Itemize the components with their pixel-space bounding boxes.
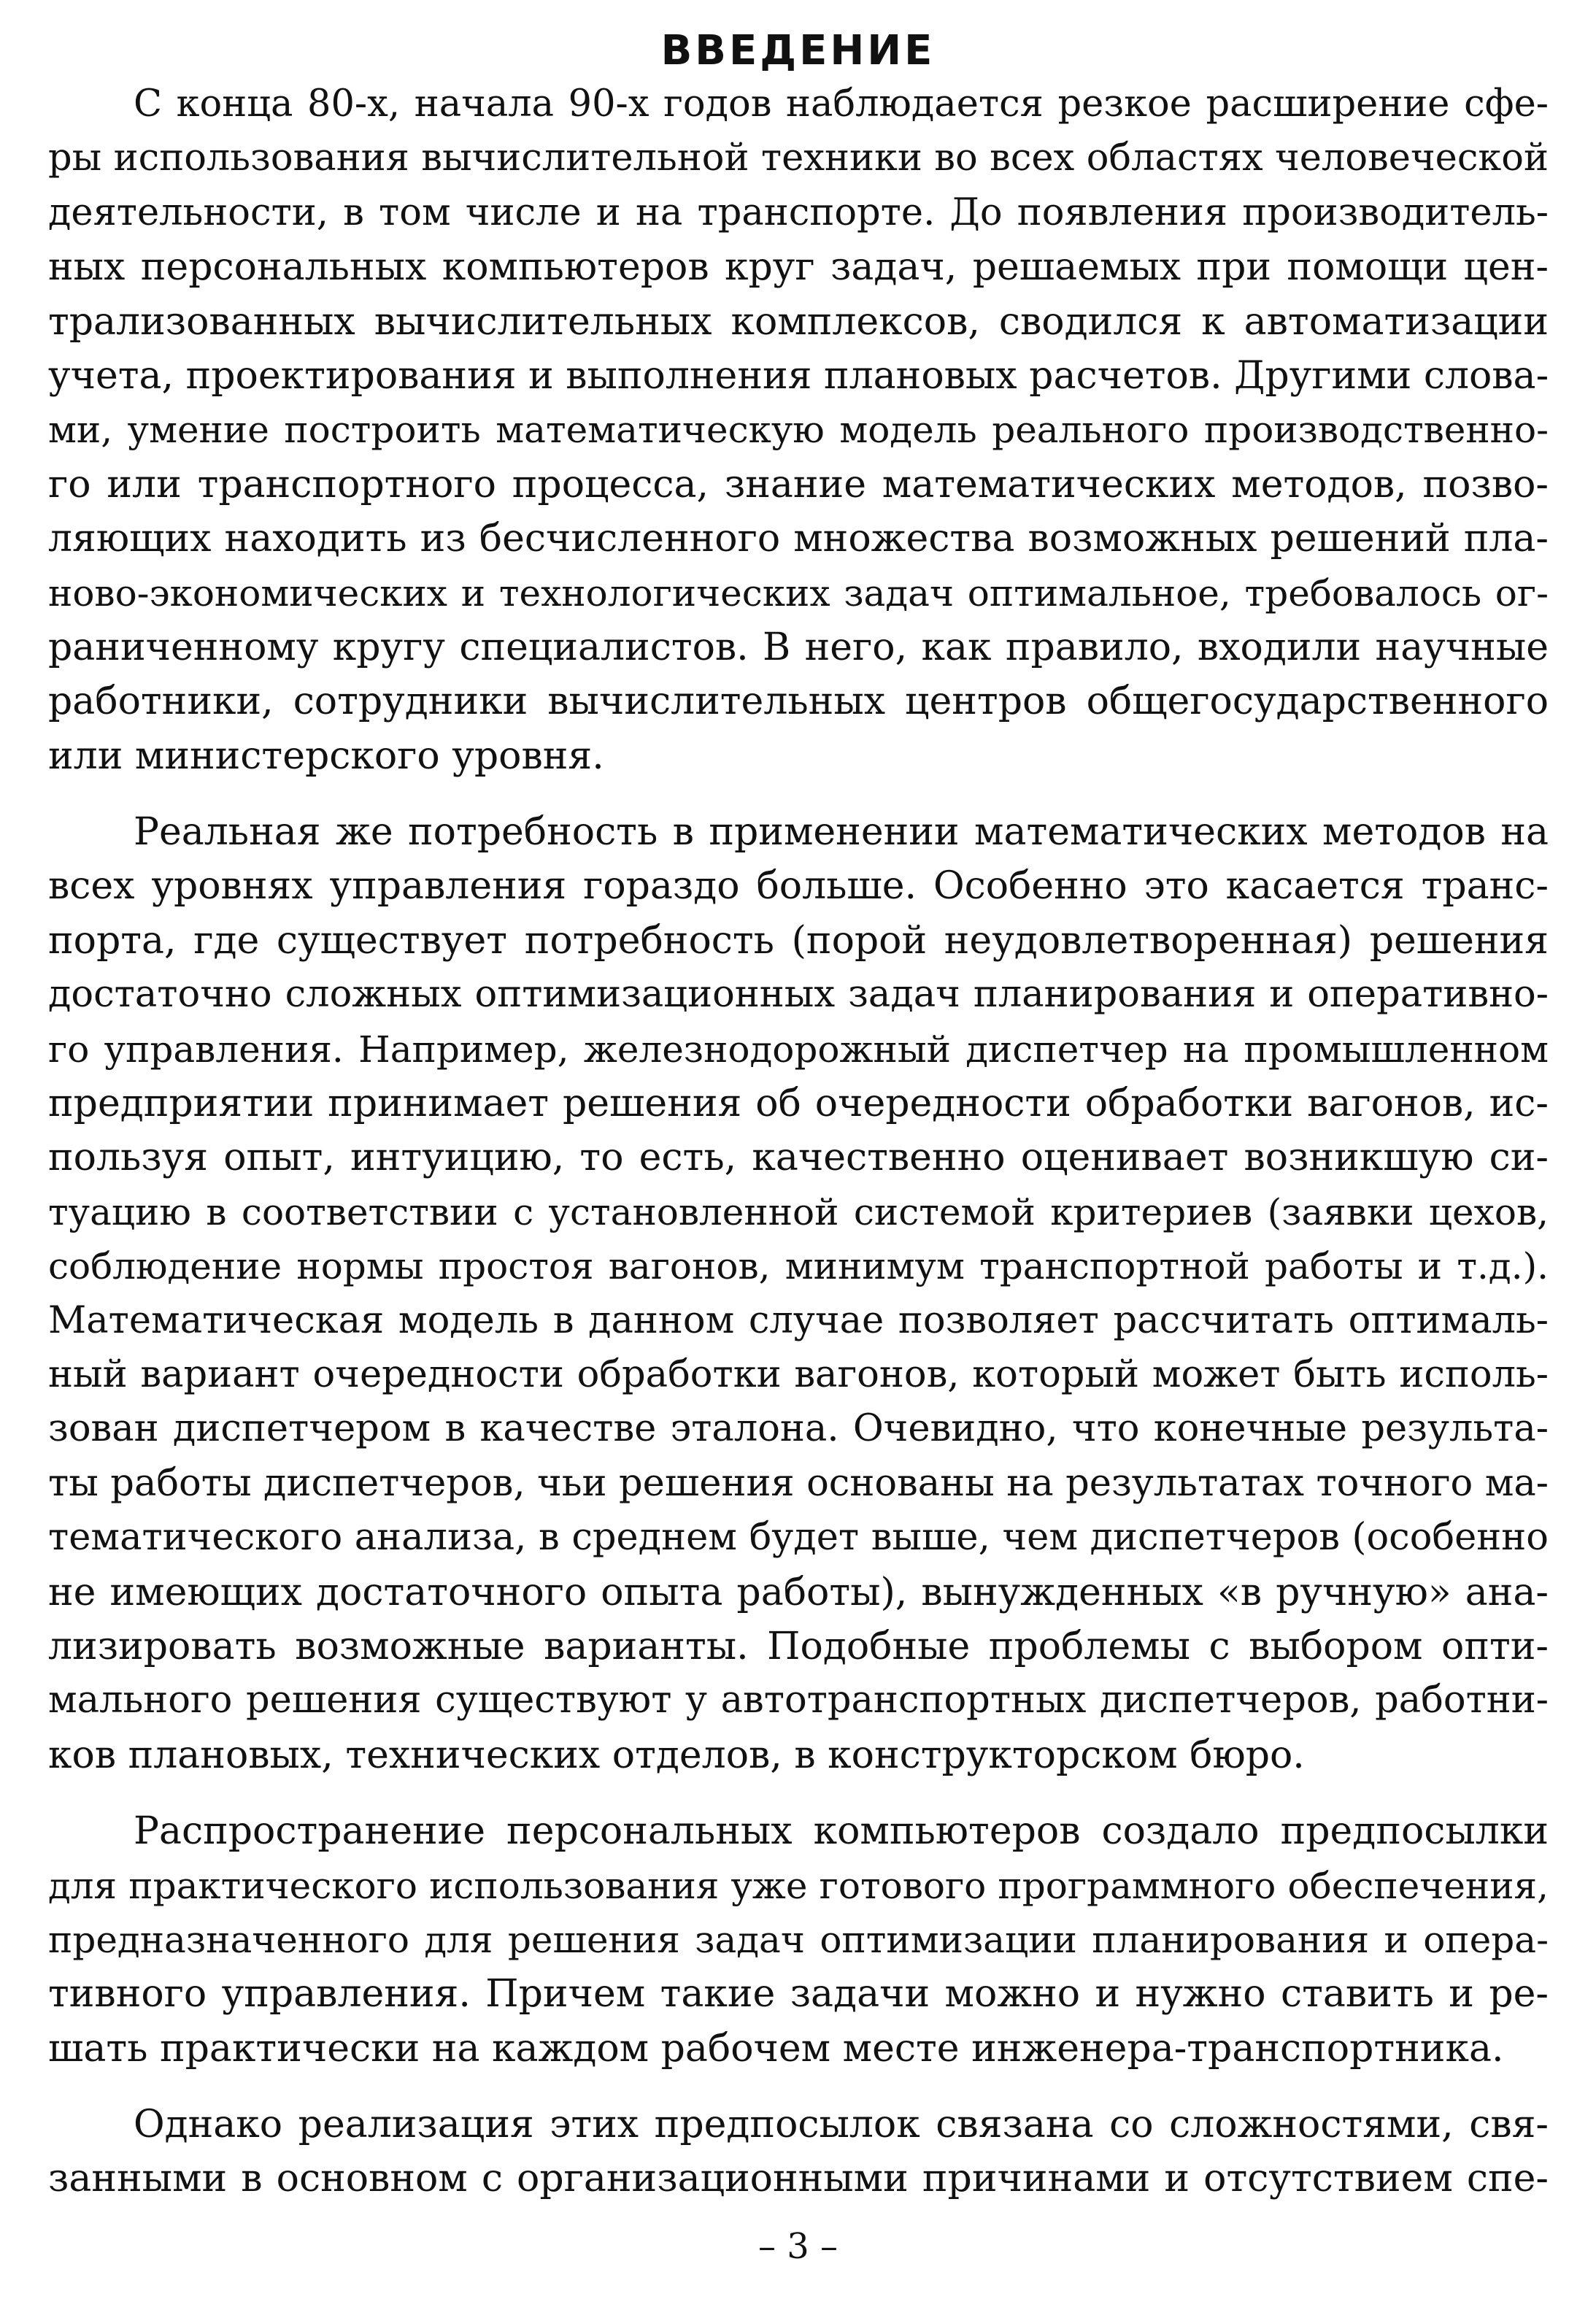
text-line: го управления. Например, железнодорожный диспетчер на промышленном [48, 1028, 1549, 1071]
text-line: ры использования вычислительной техники во всех областях человеческой [48, 136, 1549, 180]
paragraph-3 [48, 1804, 1549, 2076]
text-line: ново-экономических и технологических задач оптимальное, требовалось ог- [48, 571, 1549, 615]
text-line: зован диспетчером в качестве эталона. Очевидно, что конечные результа- [48, 1407, 1549, 1451]
paragraph-4 [48, 2098, 1549, 2206]
page-number: – 3 – [757, 2226, 839, 2267]
text-line: не имеющих достаточного опыта работы), вынужденных «в ручную» ана- [48, 1570, 1549, 1614]
text-line: всех уровнях управления гораздо больше. Особенно это касается транс- [48, 864, 1549, 909]
text-line: мального решения существуют у автотранспортных диспетчеров, работни- [48, 1679, 1549, 1722]
text-line: или министерского уровня. [48, 733, 604, 778]
text-line: ков плановых, технических отделов, в конструкторском бюро. [48, 1733, 1305, 1777]
page-title: ВВЕДЕНИЕ [660, 27, 936, 74]
text-line: предприятии принимает решения об очередности обработки вагонов, ис- [48, 1082, 1549, 1126]
text-line: ляющих находить из бесчисленного множества возможных решений пла- [48, 517, 1549, 561]
text-line: раниченному кругу специалистов. В него, как правило, входили научные [48, 625, 1549, 669]
text-line: учета, проектирования и выполнения плановых расчетов. Другими слова- [48, 353, 1549, 398]
text-line: достаточно сложных оптимизационных задач планирования и оперативно- [48, 973, 1549, 1017]
text-line: работники, сотрудники вычислительных центров общегосударственного [48, 679, 1549, 724]
text-line: порта, где существует потребность (порой неудовлетворенная) решения [48, 918, 1549, 963]
body-text [48, 77, 1549, 2206]
text-line: Математическая модель в данном случае позволяет рассчитать оптималь- [48, 1298, 1549, 1342]
text-line: предназначенного для решения задач оптимизации планирования и опера- [48, 1918, 1549, 1961]
text-line: ты работы диспетчеров, чьи решения основаны на результатах точного ма- [48, 1461, 1549, 1505]
text-line: туацию в соответствии с установленной системой критериев (заявки цехов, [48, 1190, 1549, 1233]
text-line: го или транспортного процесса, знание математических методов, позво- [48, 462, 1549, 507]
text-line: соблюдение нормы простоя вагонов, минимум транспортной работы и т.д.). [48, 1245, 1549, 1288]
paragraph-2 [48, 805, 1549, 1782]
text-line: для практического использования уже готового программного обеспечения, [48, 1864, 1549, 1907]
text-line: деятельности, в том числе и на транспорте. До появления производитель- [48, 190, 1549, 234]
text-line: трализованных вычислительных комплексов, сводился к автоматизации [48, 299, 1549, 344]
text-line: Однако реализация этих предпосылок связана со сложностями, свя- [134, 2103, 1549, 2147]
paragraph-1 [48, 77, 1549, 783]
text-line: тематического анализа, в среднем будет выше, чем диспетчеров (особенно [48, 1516, 1549, 1560]
text-line: лизировать возможные варианты. Подобные проблемы с выбором опти- [48, 1624, 1549, 1668]
text-line: занными в основном с организационными причинами и отсутствием спе- [48, 2157, 1549, 2201]
text-line: ных персональных компьютеров круг задач, решаемых при помощи цен- [48, 245, 1549, 290]
text-line: тивного управления. Причем такие задачи можно и нужно ставить и ре- [48, 1972, 1549, 2017]
text-line: пользуя опыт, интуицию, то есть, качественно оценивает возникшую си- [48, 1136, 1549, 1180]
text-line: Распространение персональных компьютеров создало предпосылки [134, 1809, 1549, 1854]
text-line: шать практически на каждом рабочем месте инженера-транспортника. [48, 2026, 1504, 2071]
text-line: Реальная же потребность в применении математических методов на [134, 810, 1549, 855]
text-line: ми, умение построить математическую модель реального производственно- [48, 409, 1549, 452]
text-line: ный вариант очередности обработки вагонов, который может быть исполь- [48, 1352, 1549, 1396]
text-line: С конца 80-х, начала 90-х годов наблюдается резкое расширение сфе- [134, 82, 1549, 126]
